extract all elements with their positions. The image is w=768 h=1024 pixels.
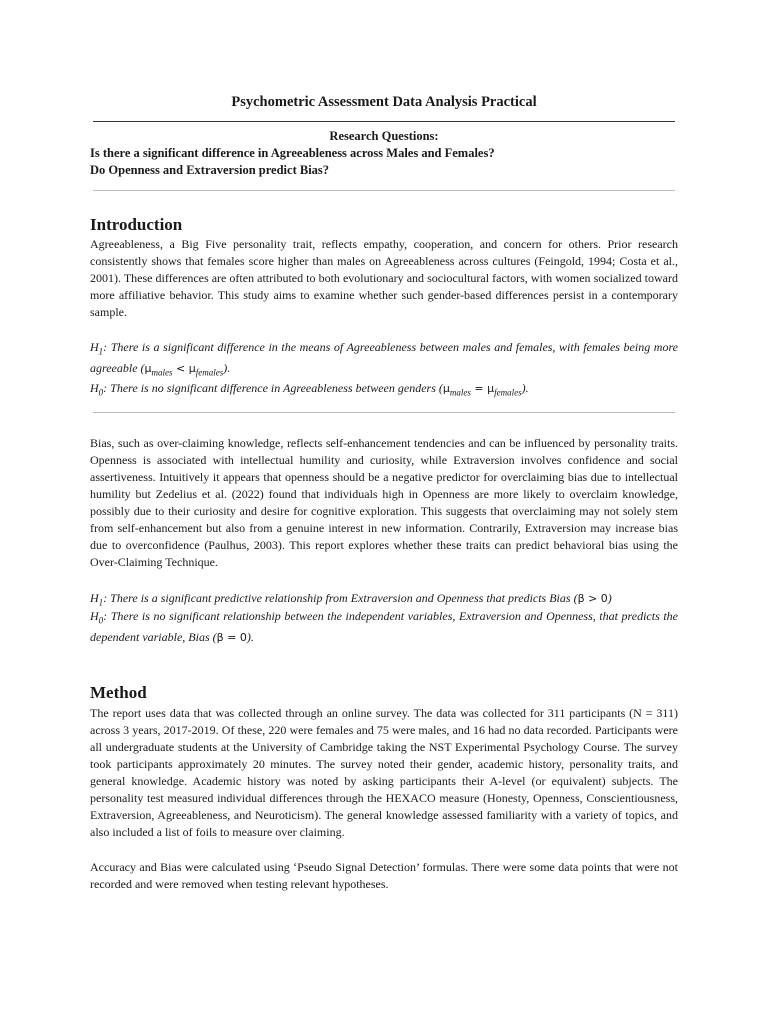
hypothesis-h0-agreeableness <box>90 380 678 401</box>
research-questions <box>90 128 678 179</box>
h1-text: : There is a significant difference in the means of Agreeableness between males and females, with females being more agreeable ( <box>90 340 678 376</box>
males-subscript: males <box>151 367 173 378</box>
introduction-heading: Introduction <box>90 215 183 234</box>
h1-subscript: 1 <box>98 346 104 357</box>
h0-text: : There is no significant relationship between the independent variables, Extraversion and Openness, that predicts the dependent variable, Bias ( <box>90 609 678 645</box>
females-subscript: females <box>195 367 224 378</box>
hypotheses-divider <box>93 412 675 413</box>
less-than-symbol: < <box>172 362 189 376</box>
h1-end: ) <box>607 591 612 605</box>
h1-label: H <box>90 591 99 605</box>
h0-end: ). <box>521 381 529 395</box>
h1-end: ). <box>223 361 231 376</box>
h0-subscript: 0 <box>98 615 104 626</box>
research-questions-heading: Research Questions: <box>329 129 439 143</box>
hypothesis-h1-agreeableness <box>90 339 678 382</box>
bias-paragraph: Bias, such as over-claiming knowledge, reflects self-enhancement tendencies and can be influenced by personality traits. Openness is associated with intellectual humility and curiosity, while Extraversion involves confidence and social assertiveness. Intuitively it appears that openness should be a negative predictor for overclaiming bias due to intellectual humility but Zedelius et al. (2022) found that individuals high in Openness are more likely to overclaim knowledge, possibly due to their curiosity and desire for cognitive exploration. This suggests that overclaiming may not solely stem from self-enhancement but also from a genuine interest in new information. Contrarily, Extraversion may increase bias due to overconfidence (Paulhus, 2003). This report explores whether these traits can predict behavioral bias using the Over-Claiming Technique. <box>90 436 678 569</box>
h0-end: ). <box>246 630 254 645</box>
h0-subscript: 0 <box>98 387 104 398</box>
beta-equation: β = 0 <box>216 631 247 645</box>
h1-label: H <box>90 340 99 354</box>
females-subscript: females <box>494 387 522 398</box>
equals-symbol: = <box>470 382 488 395</box>
mu-symbol: μ <box>442 382 450 395</box>
males-subscript: males <box>449 387 471 398</box>
title-divider <box>93 121 675 122</box>
introduction-paragraph: Agreeableness, a Big Five personality trait, reflects empathy, cooperation, and concern for others. Prior research consistently shows that females score higher than males on Agreeableness across cultures (Feingold, 1994; Costa et al., 2001). These differences are often attributed to both evolutionary and sociocultural factors, with women socialized toward more affiliative behavior. This study aims to examine whether such gender-based differences persist in a contemporary sample. <box>90 237 678 319</box>
document-title: Psychometric Assessment Data Analysis Practical <box>231 94 537 110</box>
beta-inequality: β > 0 <box>577 592 608 605</box>
h0-label: H <box>90 609 99 623</box>
research-question-2: Do Openness and Extraversion predict Bias? <box>90 163 330 177</box>
hypothesis-h0-bias <box>90 608 678 646</box>
research-question-1: Is there a significant difference in Agreeableness across Males and Females? <box>90 146 495 160</box>
method-paragraph-1: The report uses data that was collected through an online survey. The data was collected for 311 participants (N = 311) across 3 years, 2017-2019. Of these, 220 were females and 75 were males, and 16 had no data recorded. Participants were all undergraduate students at the University of Cambridge taking the NST Experimental Psychology Course. The survey took participants approximately 20 minutes. The survey noted their gender, academic history, personality traits, and general knowledge. Academic history was noted by asking participants their A-level (or equivalent) subjects. The personality test measured individual differences through the HEXACO measure (Honesty, Openness, Conscientiousness, Extraversion, Agreeableness, and Neuroticism). The general knowledge assessed familiarity with a variety of topics, and also included a list of foils to measure over claiming. <box>90 706 678 839</box>
h0-text: : There is no significant difference in Agreeableness between genders ( <box>103 381 443 395</box>
h0-label: H <box>90 381 99 395</box>
mu-symbol: μ <box>144 362 152 376</box>
method-heading: Method <box>90 683 147 702</box>
mu-symbol: μ <box>487 382 495 395</box>
research-questions-divider <box>93 190 675 191</box>
mu-symbol: μ <box>188 362 196 376</box>
h1-text: : There is a significant predictive relationship from Extraversion and Openness that predicts Bias ( <box>103 591 578 605</box>
method-paragraph-2: Accuracy and Bias were calculated using ‘Pseudo Signal Detection’ formulas. There were some data points that were not recorded and were removed when testing relevant hypotheses. <box>90 860 678 891</box>
h1-subscript: 1 <box>98 597 104 608</box>
